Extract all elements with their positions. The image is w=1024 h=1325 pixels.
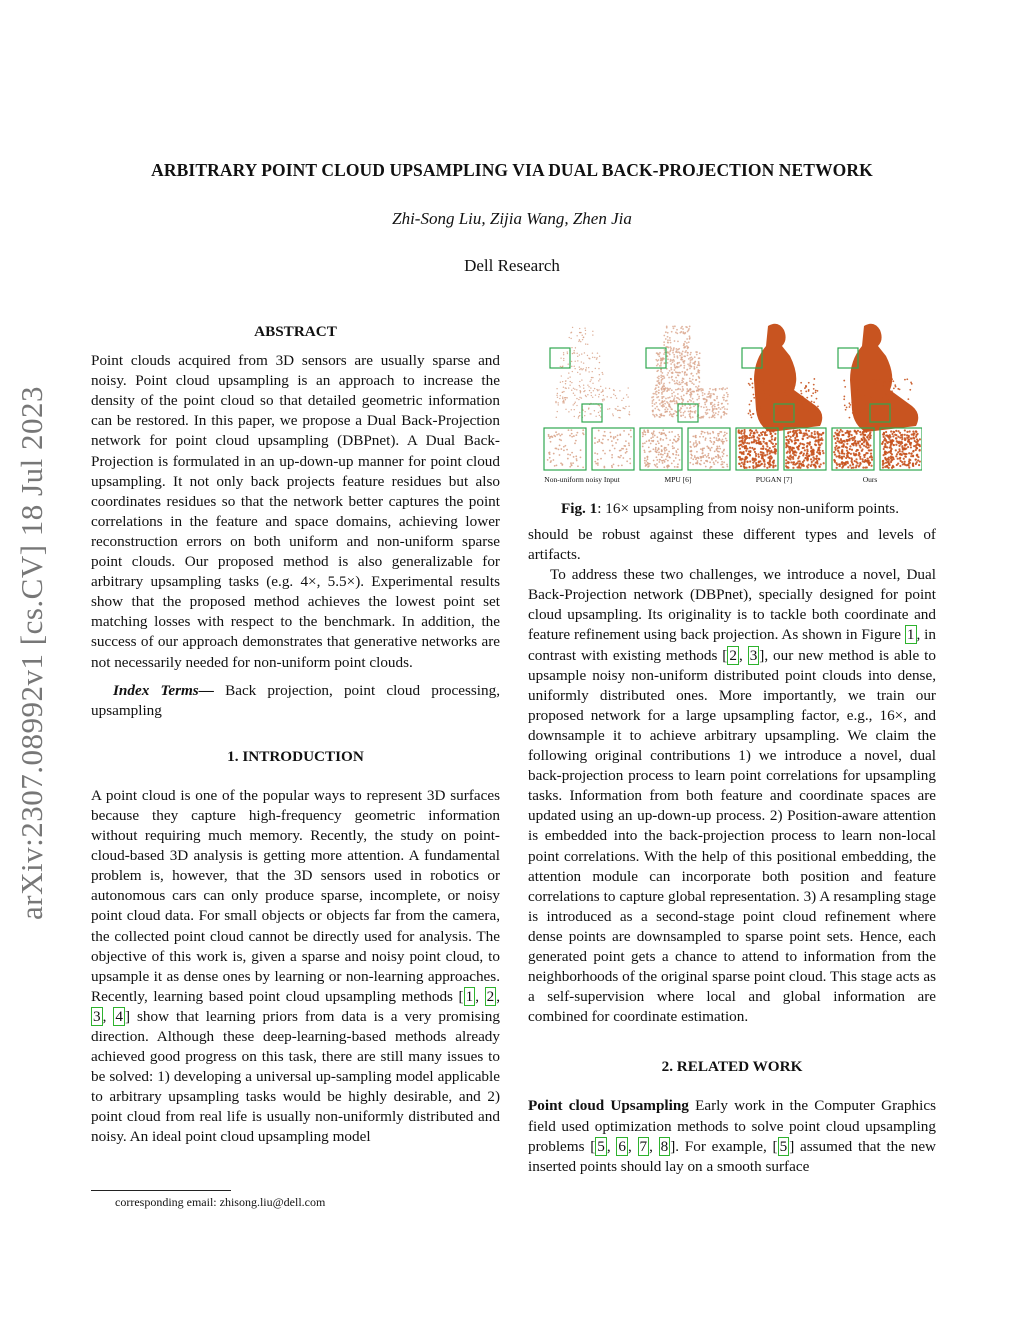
related-text-c: ] assumed that the new inserted points should lay on a smooth surface [528,1137,937,1175]
zoom-inset [784,428,826,470]
highlight-box [582,404,602,422]
citation-link[interactable]: 7 [639,1137,648,1155]
related-heading: 2. RELATED WORK [661,1058,803,1076]
point-cloud-panel [748,324,823,432]
figure-label: PUGAN [7] [755,475,793,484]
citation-link[interactable]: 4 [115,1007,123,1025]
intro-paragraph-2: To address these two challenges, we introduce a novel, Dual Back-Projection network (DBPnet), specially designed for point cloud upsampling. Its originality is to tackle both coordinate and feature refinement using back projection. As shown in Figure 1 , in contrast with existing methods [ 2 , 3 ], our new method is able to upsample noisy non-uniform distributed point clouds into dense, uniformly distributed ones. More importantly, we train our proposed network for a large upsampling factor, e.g., 16×, and downsample it to achieve arbitrary upsampling. We claim the following original contributions 1) we introduce a novel, dual back-projection process to learn point correlations for upsampling tasks. Information from both feature and coordinate spaces are updated using an up-down-up process. 2) Position-aware attention is embedded into the back-projection process to learn non-local point correlations. With the help of this positional embedding, the attention module can incorporate both position and feature correlations to capture global representation. 3) A resampling stage is introduced as a second-stage point cloud refinement where dense points are downsampled to sparse point sets. Hence, each generated point gets a chance to attend to information from the neighborhoods of the original sparse point cloud. This stage acts as a self-supervision where local and global information are combined for coordinate estimation. [528,566,936,1026]
figure-image [540,318,922,478]
point-cloud-panel [843,324,918,432]
zoom-inset [880,428,922,470]
intro-text-e: ], our new method is able to upsample noisy non-uniform distributed point clouds into dense, uniformly distributed ones. More importantly, we train our proposed network for a large upsampling factor, e.g., 16×, and downsample it to achieve arbitrary upsampling. We claim the following original contributions 1) we introduce a novel, dual back-projection process to learn point correlations for upsampling tasks. Information from both feature and coordinate spaces are updated using an up-down-up process. 2) Position-aware attention is embedded into the back-projection process to learn non-local point correlations. With the help of this positional embedding, the attention module can incorporate both position and feature correlations to capture global representation. 3) A resampling stage is introduced as a second-stage point cloud refinement where dense points are downsampled to sparse point sets. Hence, each generated point gets a chance to attend to information from the neighborhoods of the original sparse point cloud. This stage acts as a self-supervision where local and global information are combined for coordinate estimation. [528,646,936,1026]
intro-paragraph-1: A point cloud is one of the popular ways to represent 3D surfaces because they capture high-frequency geometric information without requiring much memory. Recently, the study on point-cloud-based 3D analysis is getting more attention. A fundamental problem is, however, that the 3D sensors used in robotics or autonomous cars can only produce sparse, incomplete, or noisy point cloud data. For small objects or objects far from the camera, the collected point cloud cannot be directly used for analysis. The objective of this work is, given a sparse and noisy point cloud, to upsample it as dense ones by learning or non-learning approaches. Recently, learning based point cloud upsampling methods [ 1 , 2 , 3 , 4 ] show that learning priors from data is a very promising direction. Although these deep-learning-based methods already achieved good progress on this task, there are still many issues to be solved: 1) developing a universal up-sampling model applicable to arbitrary upsampling tasks would be highly desirable, and 2) point cloud from real life is usually non-uniformly distributed and noisy. An ideal point cloud upsampling model [91,786,500,1146]
figure-caption-text: : 16× upsampling from noisy non-uniform points. [597,500,900,517]
citation-link[interactable]: 6 [618,1137,626,1155]
figure-label: Ours [862,475,878,484]
index-terms [91,681,500,721]
citation-link[interactable]: 5 [597,1137,605,1155]
authors: Zhi-Song Liu, Zijia Wang, Zhen Jia [392,209,632,228]
citation-link[interactable]: 3 [93,1007,101,1025]
zoom-inset [592,428,634,470]
citation-link[interactable]: 2 [729,646,737,664]
point-cloud-panel [555,327,630,419]
related-lead: Point cloud Upsampling [528,1097,689,1115]
figure-label: MPU [6] [664,475,692,484]
intro-text-d: , in contrast with existing methods [ [528,626,936,664]
zoom-inset [688,428,730,470]
affiliation: Dell Research [464,256,560,275]
intro-heading: 1. INTRODUCTION [227,747,364,765]
intro-continuation: should be robust against these different types and levels of artifacts. [528,526,936,564]
citation-link[interactable]: 8 [660,1137,669,1155]
arxiv-stamp: arXiv:2307.08992v1 [cs.CV] 18 Jul 2023 [14,386,49,920]
figure-1 [540,318,922,490]
footnote: corresponding email: zhisong.liu@dell.com [115,1195,326,1209]
zoom-inset [832,428,874,470]
figure-ref-link[interactable]: 1 [906,626,915,644]
citation-link[interactable]: 3 [749,646,758,664]
index-terms-text: Back projection, point cloud processing, upsampling [91,681,501,719]
intro-text-b: ] show that learning priors from data is a very promising direction. Although these deep-learning-based methods already achieved good progress on this task, there are still many issues to be solved: 1) developing a universal up-sampling model applicable to arbitrary upsampling tasks would be highly desirable, and 2) point cloud from real life is usually non-uniformly distributed and noisy. An ideal point cloud upsampling model [91,1007,500,1146]
index-terms-label: Index Terms— [113,681,214,699]
citation-link[interactable]: 5 [779,1137,788,1155]
highlight-box [550,348,570,368]
figure-label: Non-uniform noisy Input [544,475,620,484]
figure-caption-label: Fig. 1 [560,500,598,517]
figure-caption [540,500,920,518]
related-text-a: Early work in the Computer Graphics field used optimization methods to solve point cloud upsampling problems [ [528,1097,936,1155]
point-cloud-panel [651,325,729,418]
zoom-inset [736,428,778,470]
abstract-text: Point clouds acquired from 3D sensors are usually sparse and noisy. Point cloud upsampling is an approach to increase the density of the point cloud so that detailed geometric information can be restored. In this paper, we propose a Dual Back-Projection network for point cloud upsampling (DBPnet). A Dual Back-Projection is formulated in an up-down-up manner for point cloud upsampling. It not only back projects feature residues but also coordinates residues so that the network better captures the point correlations in the feature and space domains, achieving lower reconstruction errors on both uniform and non-uniform sparse point clouds. Our proposed method is also generalizable for arbitrary upsampling tasks (e.g. 4×, 5.5×). Experimental results show that the proposed method achieves the lowest point set matching losses with respect to the benchmark. In addition, the success of our approach demonstrates that generative networks are not necessarily needed for non-uniform point clouds. [91,352,500,671]
zoom-inset [544,428,586,470]
footnote-rule [91,1190,231,1191]
citation-link[interactable]: 1 [465,987,474,1005]
zoom-inset [640,428,682,470]
right-column [528,525,936,1177]
abstract-heading: ABSTRACT [254,323,337,340]
intro-text-a: A point cloud is one of the popular ways to represent 3D surfaces because they capture high-frequency geometric information without requiring much memory. Recently, the study on point-cloud-based 3D analysis is getting more attention. A fundamental problem is, however, that the 3D sensors used in robotics or autonomous cars can only produce sparse, incomplete, or noisy point cloud data. For small objects or objects far from the camera, the collected point cloud cannot be directly used for analysis. The objective of this work is, given a sparse and noisy point cloud, to upsample it as dense ones by learning or non-learning approaches. Recently, learning based point cloud upsampling methods [ [91,786,500,1005]
related-text-b: ]. For example, [ [670,1137,778,1155]
citation-link[interactable]: 2 [486,987,495,1005]
intro-text-c: To address these two challenges, we introduce a novel, Dual Back-Projection network (DBPnet), specially designed for point cloud upsampling. Its originality is to tackle both coordinate and feature refinement using back projection. As shown in Figure [528,566,936,644]
paper-title: ARBITRARY POINT CLOUD UPSAMPLING VIA DUAL BACK-PROJECTION NETWORK [151,160,873,180]
left-column [91,322,500,1148]
related-paragraph: Point cloud Upsampling Early work in the Computer Graphics field used optimization methods to solve point cloud upsampling problems [ 5 , 6 , 7 , 8 ]. For example, [ 5 ] assumed that the new inserted points should lay on a smooth surface [528,1097,937,1175]
